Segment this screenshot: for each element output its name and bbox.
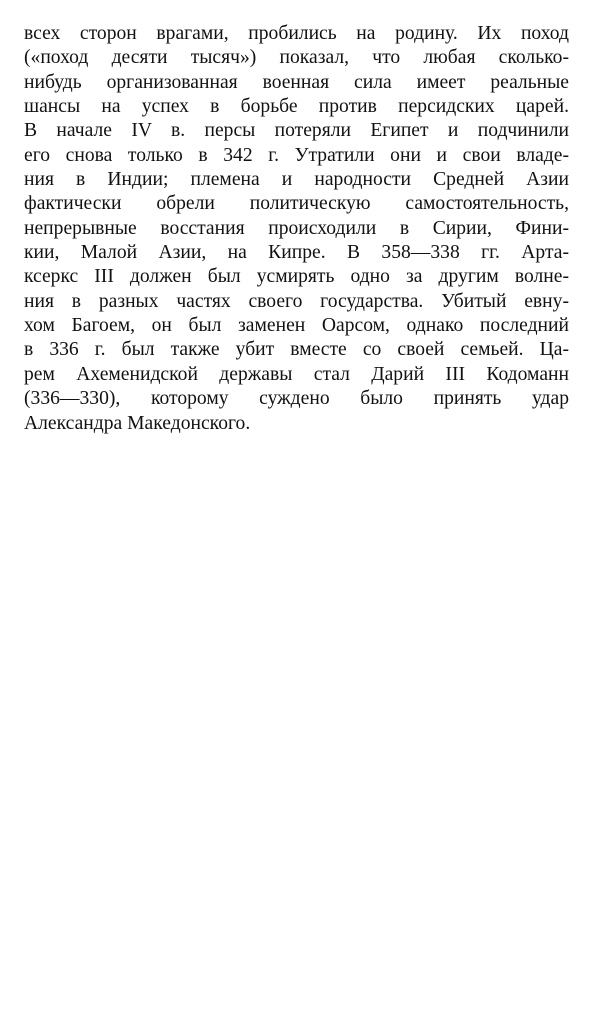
text-line: хом Багоем, он был заменен Оарсом, однако последний	[24, 315, 569, 337]
text-line: ния в разных частях своего государства. Убитый евну-	[24, 290, 569, 312]
text-line: (336—330), которому суждено было принять удар	[24, 388, 569, 410]
text-line: его снова только в 342 г. Утратили они и свои владе-	[24, 144, 569, 166]
text-line: («поход десяти тысяч») показал, что любая сколько-	[24, 47, 569, 69]
text-line: ния в Индии; племена и народности Средней Азии	[24, 169, 569, 191]
text-line: кии, Малой Азии, на Кипре. В 358—338 гг. Арта-	[24, 242, 569, 264]
text-line: фактически обрели политическую самостоятельность,	[24, 193, 569, 215]
text-line: Александра Македонского.	[24, 412, 251, 434]
text-line: в 336 г. был также убит вместе со своей семьей. Ца-	[24, 339, 569, 361]
text-line: непрерывные восстания происходили в Сирии, Фини-	[24, 217, 569, 239]
text-line: В начале IV в. персы потеряли Египет и подчинили	[24, 120, 569, 142]
text-line: нибудь организованная военная сила имеет реальные	[24, 71, 569, 93]
text-line: рем Ахеменидской державы стал Дарий III Кодоманн	[24, 363, 569, 385]
text-line: шансы на успех в борьбе против персидских царей.	[24, 96, 569, 118]
text-line: всех сторон врагами, пробились на родину. Их поход	[24, 23, 569, 44]
text-line: ксеркс III должен был усмирять одно за другим волне-	[24, 266, 569, 288]
paragraph	[24, 22, 569, 436]
